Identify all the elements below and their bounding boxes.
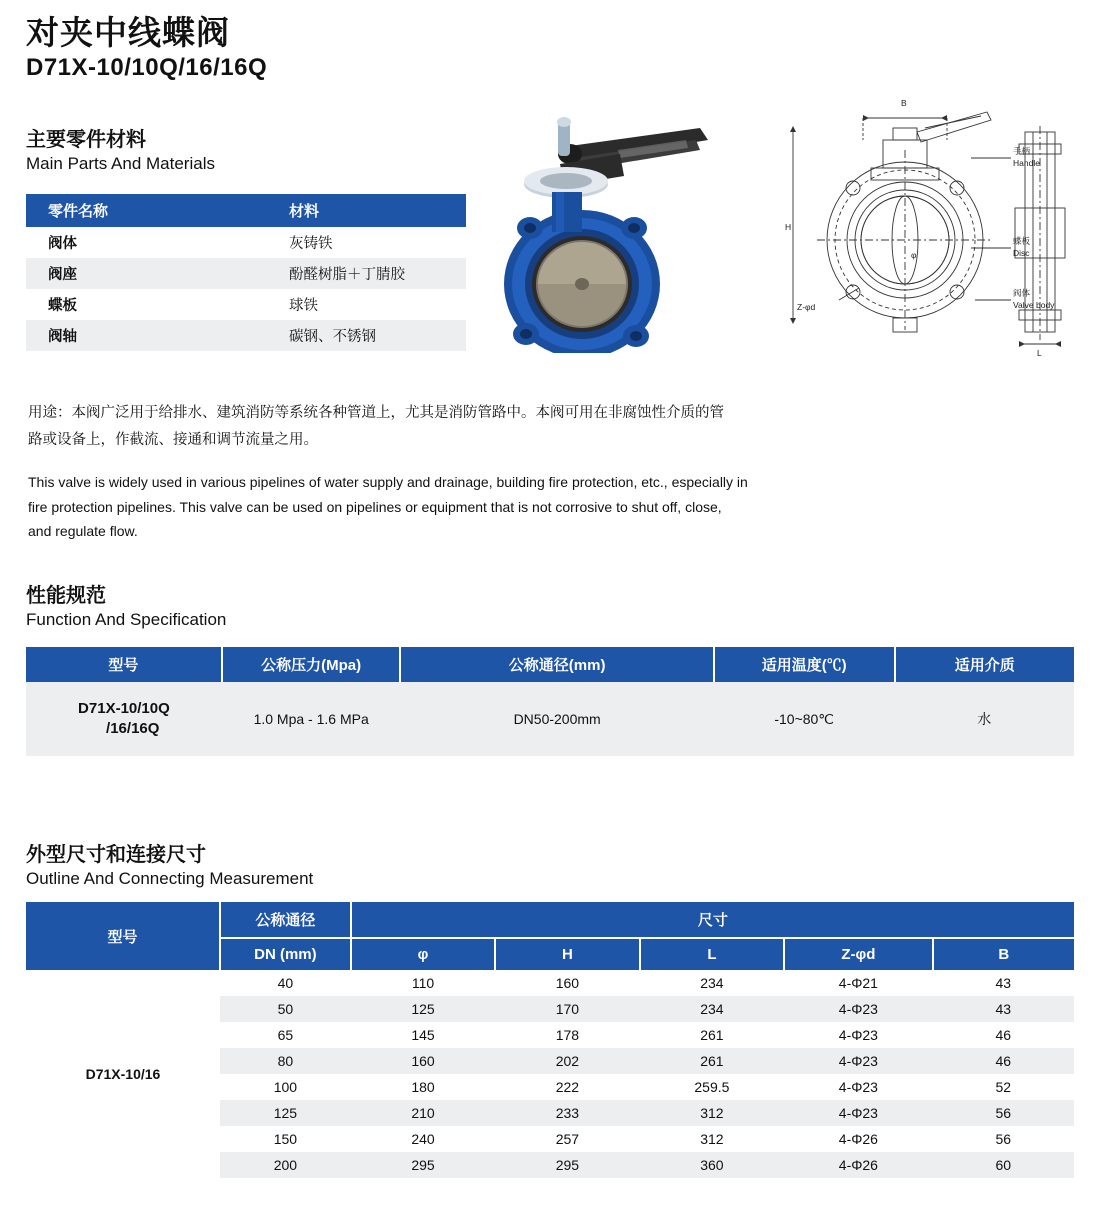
drawing-label-b: B bbox=[901, 98, 907, 108]
table-row bbox=[26, 227, 466, 258]
dim-cell-phi: 110 bbox=[351, 970, 495, 996]
dim-cell-zphid: 4-Φ23 bbox=[784, 1048, 932, 1074]
materials-part-material: 酚醛树脂＋丁腈胶 bbox=[263, 258, 466, 289]
drawing-label-phi: φ bbox=[911, 250, 917, 260]
materials-header-part: 零件名称 bbox=[26, 194, 263, 227]
dim-cell-phi: 180 bbox=[351, 1074, 495, 1100]
dim-cell-dn: 80 bbox=[220, 1048, 351, 1074]
dim-cell-phi: 125 bbox=[351, 996, 495, 1022]
section-spec-heading bbox=[26, 584, 226, 631]
table-header-row bbox=[26, 194, 466, 227]
spec-model-line2: /16/16Q bbox=[106, 720, 160, 737]
dim-header-size-group: 尺寸 bbox=[351, 902, 1074, 938]
drawing-label-h: H bbox=[785, 222, 792, 232]
usage-paragraph-cn: 用途：本阀广泛用于给排水、建筑消防等系统各种管道上，尤其是消防管路中。本阀可用在非腐蚀性介质的管路或设备上，作截流、接通和调节流量之用。 bbox=[28, 405, 724, 448]
materials-part-material: 灰铸铁 bbox=[263, 227, 466, 258]
table-row bbox=[26, 258, 466, 289]
drawing-label-zphid: Z-φd bbox=[797, 302, 816, 312]
materials-part-name: 阀轴 bbox=[26, 320, 263, 351]
dim-cell-h: 178 bbox=[495, 1022, 639, 1048]
dim-cell-zphid: 4-Φ21 bbox=[784, 970, 932, 996]
dim-cell-b: 46 bbox=[933, 1022, 1074, 1048]
section-outline-title-en: Outline And Connecting Measurement bbox=[26, 869, 314, 888]
spec-header-model: 型号 bbox=[26, 647, 222, 682]
dim-cell-h: 257 bbox=[495, 1126, 639, 1152]
spec-header-pressure: 公称压力(Mpa) bbox=[222, 647, 401, 682]
valve-product-photo bbox=[500, 88, 800, 353]
dim-cell-dn: 125 bbox=[220, 1100, 351, 1126]
section-spec-title-en: Function And Specification bbox=[26, 610, 227, 629]
dim-cell-l: 312 bbox=[640, 1126, 785, 1152]
drawing-label-disc-cn: 蝶板 bbox=[1013, 236, 1031, 246]
dim-cell-h: 160 bbox=[495, 970, 639, 996]
dim-cell-b: 43 bbox=[933, 970, 1074, 996]
usage-paragraph-en: This valve is widely used in various pipelines of water supply and drainage, building fire protection, etc., especially in fire protection pipelines. This valve can be used on pipelines or equipment that is not corrosive to shut off, close, and regulate flow. bbox=[28, 474, 748, 539]
dim-cell-b: 56 bbox=[933, 1126, 1074, 1152]
dim-subheader-l: L bbox=[640, 938, 785, 970]
dim-cell-h: 202 bbox=[495, 1048, 639, 1074]
spec-cell-model bbox=[26, 682, 222, 756]
drawing-label-handle-cn: 手柄 bbox=[1013, 146, 1031, 156]
dim-cell-dn: 65 bbox=[220, 1022, 351, 1048]
materials-part-material: 碳钢、不锈钢 bbox=[263, 320, 466, 351]
dim-cell-dn: 40 bbox=[220, 970, 351, 996]
table-row bbox=[26, 970, 1074, 996]
spec-model-line1: D71X-10/10Q bbox=[78, 699, 170, 717]
spec-header-temperature: 适用温度(℃) bbox=[714, 647, 895, 682]
dim-cell-phi: 145 bbox=[351, 1022, 495, 1048]
dim-cell-b: 43 bbox=[933, 996, 1074, 1022]
table-header-row bbox=[26, 647, 1074, 682]
page-subtitle-model: D71X-10/10Q/16/16Q bbox=[26, 53, 268, 81]
valve-technical-drawing bbox=[775, 88, 1085, 360]
dim-cell-l: 234 bbox=[640, 970, 785, 996]
dim-cell-b: 56 bbox=[933, 1100, 1074, 1126]
dim-cell-dn: 50 bbox=[220, 996, 351, 1022]
dim-cell-l: 234 bbox=[640, 996, 785, 1022]
dim-subheader-h: H bbox=[495, 938, 639, 970]
materials-header-material: 材料 bbox=[263, 194, 466, 227]
dim-subheader-dn: DN (mm) bbox=[220, 938, 351, 970]
dim-cell-zphid: 4-Φ26 bbox=[784, 1126, 932, 1152]
dim-cell-h: 222 bbox=[495, 1074, 639, 1100]
dim-cell-zphid: 4-Φ26 bbox=[784, 1152, 932, 1178]
dim-cell-l: 360 bbox=[640, 1152, 785, 1178]
drawing-label-body-cn: 阀体 bbox=[1013, 288, 1031, 298]
spec-cell-medium: 水 bbox=[895, 682, 1074, 756]
section-materials-title-en: Main Parts And Materials bbox=[26, 154, 215, 173]
table-row bbox=[26, 320, 466, 351]
materials-part-name: 阀体 bbox=[26, 227, 263, 258]
dim-cell-l: 259.5 bbox=[640, 1074, 785, 1100]
dim-cell-l: 312 bbox=[640, 1100, 785, 1126]
materials-part-name: 蝶板 bbox=[26, 289, 263, 320]
dim-subheader-phi: φ bbox=[351, 938, 495, 970]
dim-cell-b: 46 bbox=[933, 1048, 1074, 1074]
dim-cell-h: 295 bbox=[495, 1152, 639, 1178]
page-title: 对夹中线蝶阀 bbox=[26, 14, 230, 51]
spec-cell-temperature: -10~80℃ bbox=[714, 682, 895, 756]
dim-cell-dn: 150 bbox=[220, 1126, 351, 1152]
section-outline-heading bbox=[26, 843, 313, 890]
table-row bbox=[26, 289, 466, 320]
materials-part-material: 球铁 bbox=[263, 289, 466, 320]
dim-cell-l: 261 bbox=[640, 1022, 785, 1048]
dim-subheader-zphid: Z-φd bbox=[784, 938, 932, 970]
materials-table bbox=[26, 194, 466, 351]
spec-cell-pressure: 1.0 Mpa - 1.6 MPa bbox=[222, 682, 401, 756]
table-header-row bbox=[26, 902, 1074, 938]
drawing-label-l: L bbox=[1037, 348, 1042, 358]
dim-subheader-b: B bbox=[933, 938, 1074, 970]
dim-cell-zphid: 4-Φ23 bbox=[784, 1074, 932, 1100]
drawing-label-disc-en: Disc bbox=[1013, 248, 1030, 258]
spec-cell-diameter: DN50-200mm bbox=[400, 682, 713, 756]
dim-cell-zphid: 4-Φ23 bbox=[784, 996, 932, 1022]
drawing-label-body-en: Valve body bbox=[1013, 300, 1055, 310]
dim-cell-b: 60 bbox=[933, 1152, 1074, 1178]
spec-header-medium: 适用介质 bbox=[895, 647, 1074, 682]
dim-cell-zphid: 4-Φ23 bbox=[784, 1022, 932, 1048]
drawing-label-handle-en: Handle bbox=[1013, 158, 1040, 168]
dim-cell-phi: 240 bbox=[351, 1126, 495, 1152]
section-materials-title-cn: 主要零件材料 bbox=[26, 129, 146, 151]
dim-cell-phi: 160 bbox=[351, 1048, 495, 1074]
title-block bbox=[26, 14, 267, 82]
dim-header-model: 型号 bbox=[26, 902, 220, 970]
dim-cell-zphid: 4-Φ23 bbox=[784, 1100, 932, 1126]
dim-cell-h: 233 bbox=[495, 1100, 639, 1126]
specification-table bbox=[26, 647, 1074, 756]
dim-model-label: D71X-10/16 bbox=[26, 970, 220, 1178]
table-row bbox=[26, 682, 1074, 756]
dim-cell-h: 170 bbox=[495, 996, 639, 1022]
dim-cell-phi: 210 bbox=[351, 1100, 495, 1126]
materials-part-name: 阀座 bbox=[26, 258, 263, 289]
section-materials-heading bbox=[26, 128, 215, 175]
dim-cell-b: 52 bbox=[933, 1074, 1074, 1100]
dim-cell-phi: 295 bbox=[351, 1152, 495, 1178]
section-outline-title-cn: 外型尺寸和连接尺寸 bbox=[26, 844, 206, 866]
dimension-table bbox=[26, 902, 1074, 1178]
dim-header-dn-group: 公称通径 bbox=[220, 902, 351, 938]
section-spec-title-cn: 性能规范 bbox=[26, 585, 106, 607]
spec-header-diameter: 公称通径(mm) bbox=[400, 647, 713, 682]
dim-cell-l: 261 bbox=[640, 1048, 785, 1074]
dim-cell-dn: 200 bbox=[220, 1152, 351, 1178]
dim-cell-dn: 100 bbox=[220, 1074, 351, 1100]
